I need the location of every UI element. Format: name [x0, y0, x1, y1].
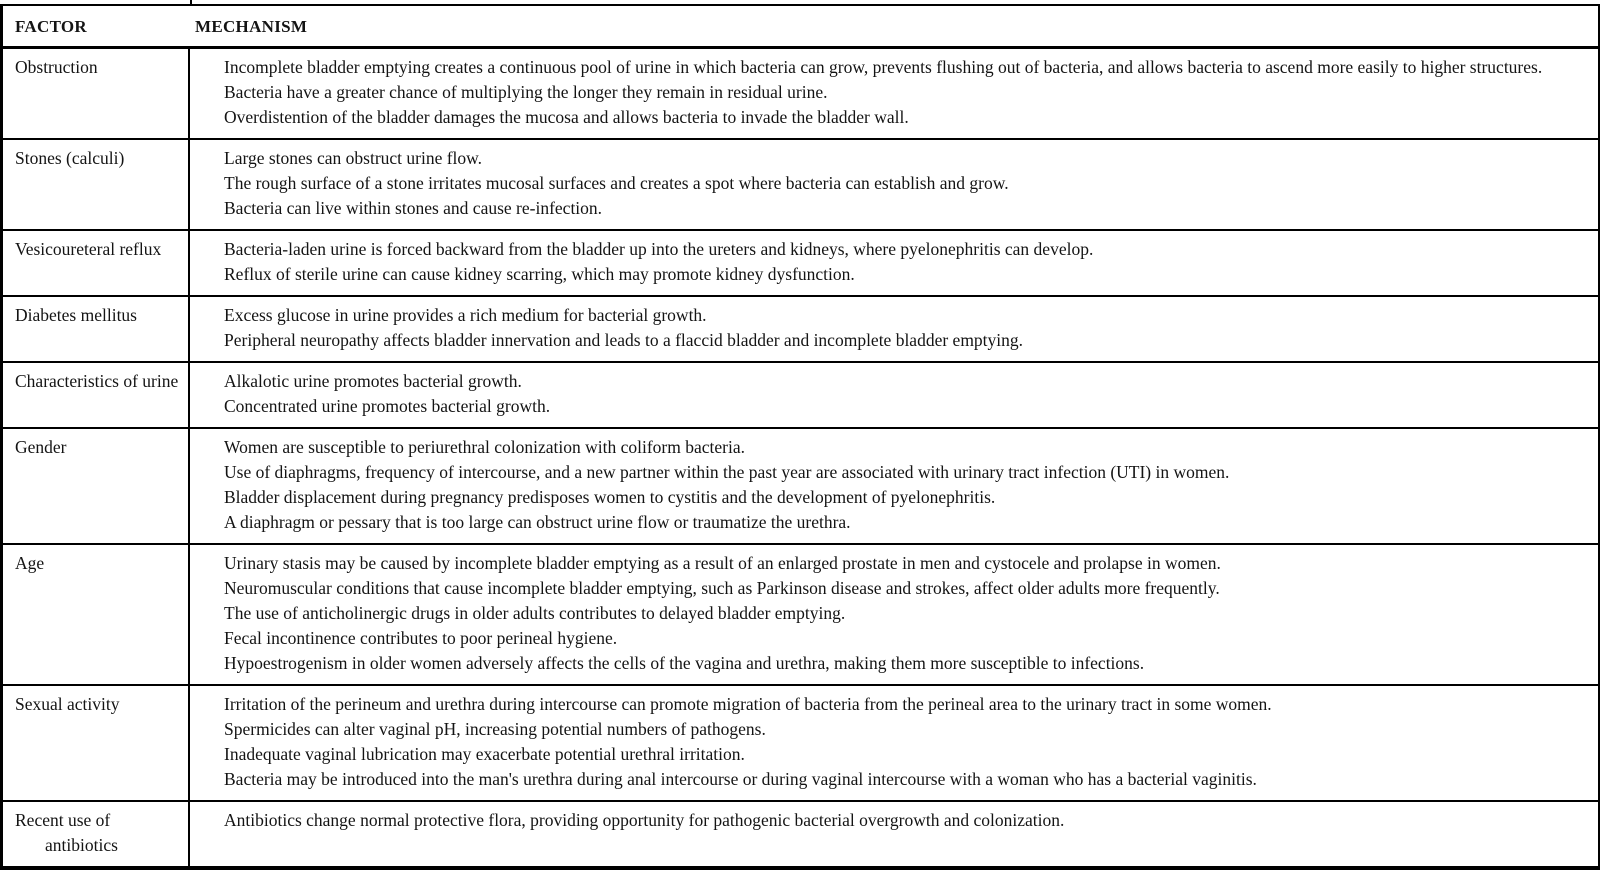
mechanism-item: Overdistention of the bladder damages the mucosa and allows bacteria to invade the bladder wall. [224, 107, 909, 127]
table-row [3, 231, 1598, 297]
factor-label: Stones (calculi) [15, 148, 125, 168]
mechanism-item: A diaphragm or pessary that is too large can obstruct urine flow or traumatize the urethra. [224, 512, 851, 532]
mechanism-cell [190, 297, 1598, 361]
mechanism-item: Alkalotic urine promotes bacterial growth. [224, 371, 522, 391]
factor-label: Sexual activity [15, 694, 120, 714]
factor-label: Recent use of antibiotics [15, 810, 118, 855]
factor-cell [3, 686, 190, 800]
mechanism-item: Peripheral neuropathy affects bladder innervation and leads to a flaccid bladder and incomplete bladder emptying. [224, 330, 1024, 350]
column-divider-stub [190, 0, 192, 4]
mechanism-cell [190, 140, 1598, 229]
table-body [3, 49, 1598, 866]
mechanism-item: The use of anticholinergic drugs in older adults contributes to delayed bladder emptying. [224, 603, 846, 623]
table-row [3, 429, 1598, 545]
mechanism-item: Hypoestrogenism in older women adversely affects the cells of the vagina and urethra, making them more susceptible to infections. [224, 653, 1145, 673]
factor-label: Vesicoureteral reflux [15, 239, 162, 259]
table-row [3, 363, 1598, 429]
factor-cell [3, 297, 190, 361]
factor-label: Characteristics of urine [15, 371, 179, 391]
mechanism-item: Large stones can obstruct urine flow. [224, 148, 483, 168]
table-row [3, 802, 1598, 866]
factor-cell [3, 49, 190, 138]
factor-cell [3, 545, 190, 684]
mechanism-item: Bacteria have a greater chance of multiplying the longer they remain in residual urine. [224, 82, 828, 102]
factor-cell [3, 429, 190, 543]
mechanism-item: Women are susceptible to periurethral colonization with coliform bacteria. [224, 437, 745, 457]
mechanism-item: Antibiotics change normal protective flora, providing opportunity for pathogenic bacterial overgrowth and colonization. [224, 810, 1065, 830]
mechanism-item: The rough surface of a stone irritates mucosal surfaces and creates a spot where bacteria can establish and grow. [224, 173, 1009, 193]
mechanism-item: Incomplete bladder emptying creates a continuous pool of urine in which bacteria can grow, prevents flushing out of bacteria, and allows bacteria to ascend more easily to higher structures. [224, 57, 1543, 77]
mechanism-cell [190, 802, 1598, 866]
mechanism-item: Fecal incontinence contributes to poor perineal hygiene. [224, 628, 618, 648]
risk-factors-table [0, 4, 1600, 870]
factor-cell [3, 363, 190, 427]
mechanism-item: Irritation of the perineum and urethra during intercourse can promote migration of bacteria from the perineal area to the urinary tract in some women. [224, 694, 1272, 714]
column-header-mechanism: MECHANISM [195, 17, 308, 36]
column-header-factor: FACTOR [15, 17, 88, 36]
factor-cell [3, 231, 190, 295]
mechanism-cell [190, 429, 1598, 543]
factor-label: Obstruction [15, 57, 98, 77]
mechanism-cell [190, 363, 1598, 427]
table-crop-top-strip [0, 0, 1600, 4]
table-row [3, 686, 1598, 802]
mechanism-item: Use of diaphragms, frequency of intercourse, and a new partner within the past year are associated with urinary tract infection (UTI) in women. [224, 462, 1230, 482]
table-row [3, 545, 1598, 686]
mechanism-cell [190, 686, 1598, 800]
mechanism-item: Excess glucose in urine provides a rich medium for bacterial growth. [224, 305, 707, 325]
table-row [3, 140, 1598, 231]
table-header-row [3, 6, 1598, 49]
mechanism-item: Reflux of sterile urine can cause kidney scarring, which may promote kidney dysfunction. [224, 264, 855, 284]
mechanism-item: Urinary stasis may be caused by incomplete bladder emptying as a result of an enlarged prostate in men and cystocele and prolapse in women. [224, 553, 1221, 573]
factor-cell [3, 140, 190, 229]
mechanism-cell [190, 49, 1598, 138]
factor-label: Age [15, 553, 45, 573]
mechanism-cell [190, 545, 1598, 684]
mechanism-item: Bladder displacement during pregnancy predisposes women to cystitis and the development of pyelonephritis. [224, 487, 996, 507]
mechanism-item: Concentrated urine promotes bacterial growth. [224, 396, 551, 416]
mechanism-item: Bacteria can live within stones and cause re-infection. [224, 198, 603, 218]
mechanism-item: Neuromuscular conditions that cause incomplete bladder emptying, such as Parkinson disease and strokes, affect older adults more frequently. [224, 578, 1220, 598]
factor-cell [3, 802, 190, 866]
mechanism-item: Spermicides can alter vaginal pH, increasing potential numbers of pathogens. [224, 719, 766, 739]
factor-label: Gender [15, 437, 67, 457]
factor-label: Diabetes mellitus [15, 305, 137, 325]
table-row [3, 49, 1598, 140]
mechanism-cell [190, 231, 1598, 295]
table-row [3, 297, 1598, 363]
mechanism-item: Bacteria may be introduced into the man's urethra during anal intercourse or during vaginal intercourse with a woman who has a bacterial vaginitis. [224, 769, 1257, 789]
mechanism-item: Inadequate vaginal lubrication may exacerbate potential urethral irritation. [224, 744, 745, 764]
mechanism-item: Bacteria-laden urine is forced backward from the bladder up into the ureters and kidneys, where pyelonephritis can develop. [224, 239, 1094, 259]
